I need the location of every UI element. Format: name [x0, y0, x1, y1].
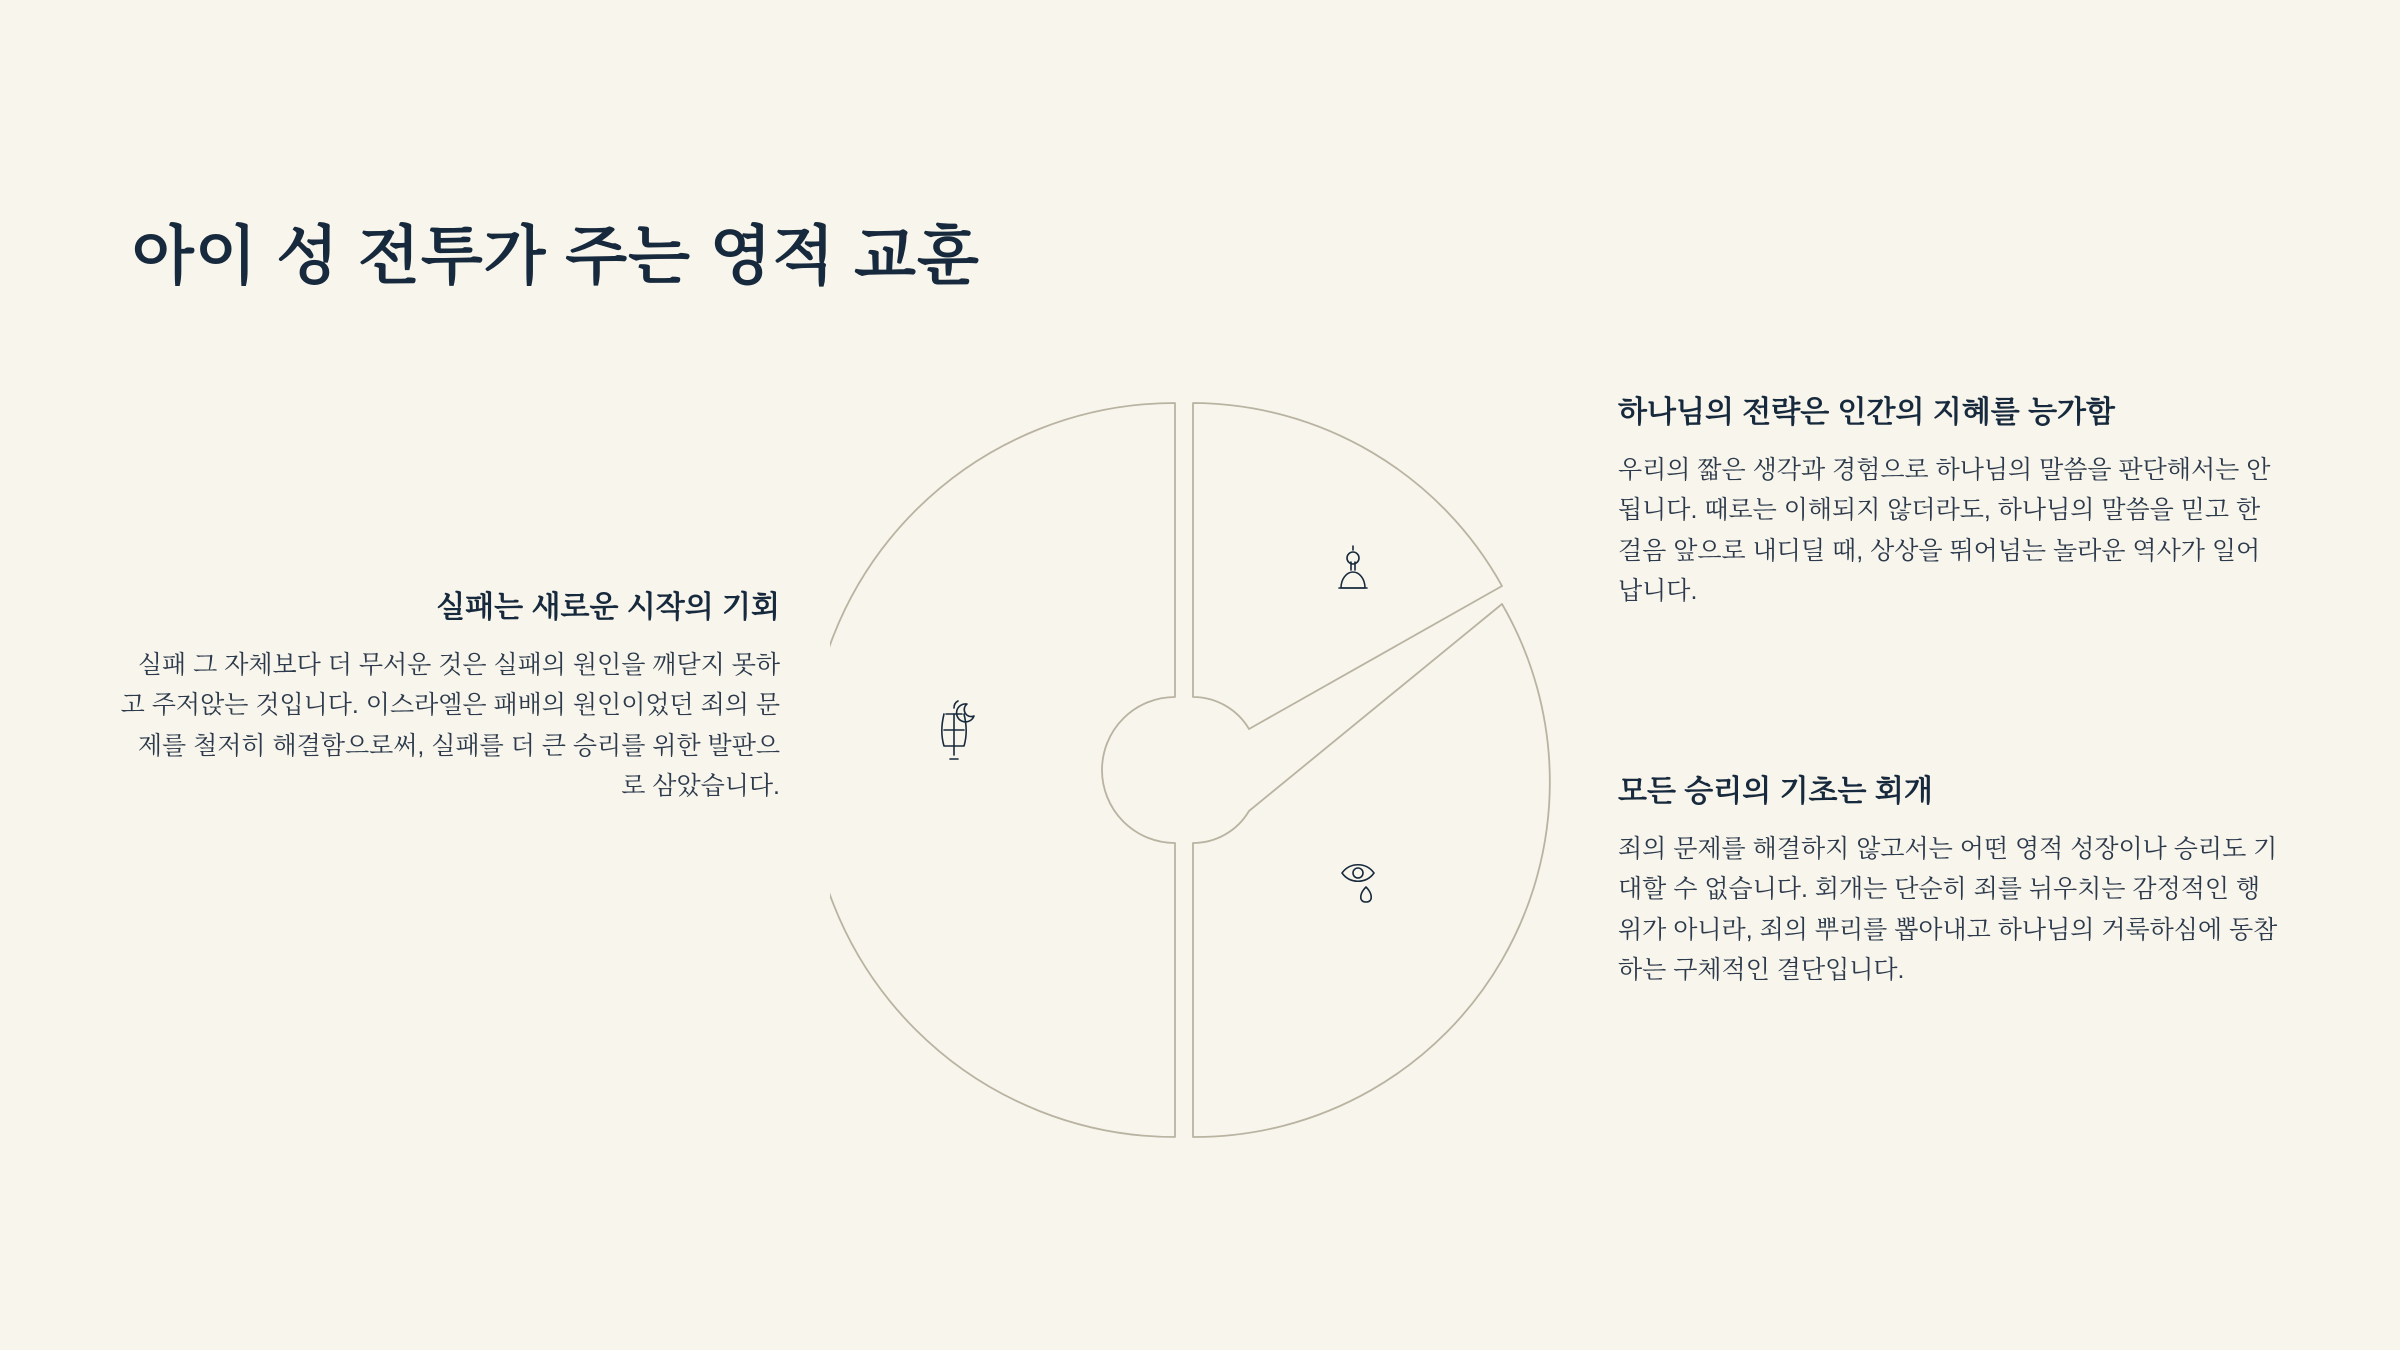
- lantern-moon-icon: [942, 701, 974, 759]
- teardrop-eye-icon: [1342, 865, 1374, 902]
- text-block-strategy: [1618, 393, 2278, 612]
- block-heading: 실패는 새로운 시작의 기회: [436, 591, 780, 624]
- text-block-repentance: [1618, 772, 2278, 991]
- praying-person-icon: [1339, 546, 1367, 588]
- block-body: 실패 그 자체보다 더 무서운 것은 실패의 원인을 깨닫지 못하고 주저앉는 것입니다. 이스라엘은 패배의 원인이었던 죄의 문제를 철저히 해결함으로써, 실패를 더 큰 승리를 위한 발판으로 삼았습니다.: [120, 650, 780, 800]
- segment-top-right: [1193, 403, 1502, 729]
- block-body: 우리의 짧은 생각과 경험으로 하나님의 말씀을 판단해서는 안 됩니다. 때로는 이해되지 않더라도, 하나님의 말씀을 믿고 한 걸음 앞으로 내디딜 때, 상상을 뛰어넘는 놀라운 역사가 일어납니다.: [1618, 455, 2271, 605]
- block-body: 죄의 문제를 해결하지 않고서는 어떤 영적 성장이나 승리도 기대할 수 없습니다. 회개는 단순히 죄를 뉘우치는 감정적인 행위가 아니라, 죄의 뿌리를 뽑아내고 하나님의 거룩하심에 동참하는 구체적인 결단입니다.: [1618, 834, 2278, 984]
- block-heading: 하나님의 전략은 인간의 지혜를 능가함: [1618, 396, 2116, 429]
- segment-left: [830, 403, 1175, 1137]
- page-title: 아이 성 전투가 주는 영적 교훈: [132, 220, 980, 292]
- donut-diagram: [830, 390, 1570, 1150]
- block-heading: 모든 승리의 기초는 회개: [1618, 775, 1933, 808]
- text-block-failure: [120, 588, 780, 807]
